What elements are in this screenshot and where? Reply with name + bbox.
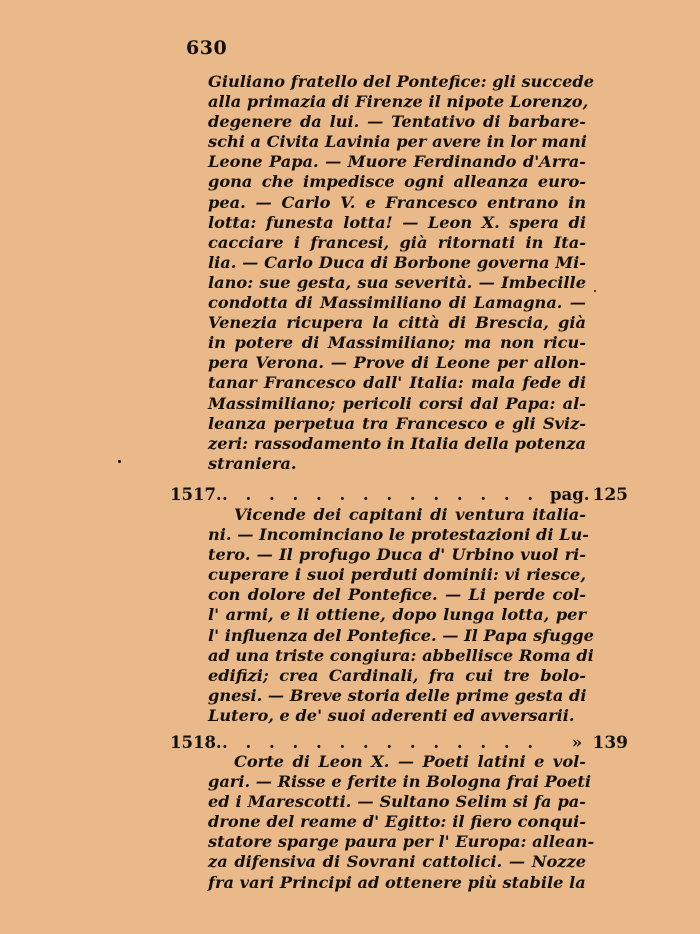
text-line: cuperare i suoi perduti dominii: vi riesce, — [208, 565, 586, 585]
text-line: l' influenza del Pontefice. — Il Papa sfugge — [208, 625, 594, 645]
text-line: lano: sue gesta, sua severità. — Imbecille — [208, 272, 586, 292]
text-line: Giuliano fratello del Pontefice: gli succede — [208, 72, 595, 91]
text-line: ni. — Incominciano le protestazioni di Lu- — [208, 525, 589, 545]
text-line: condotta di Massimiliano di Lamagna. — — [208, 293, 586, 313]
text-line: schi a Civita Lavinia per avere in lor mani — [208, 132, 587, 152]
text-line: fra vari Principi ad ottenere più stabile la — [208, 872, 586, 892]
entry-heading-1517 — [170, 484, 628, 506]
page-number: 630 — [186, 37, 228, 59]
page-ref-label: pag. — [550, 485, 590, 504]
text-line: lotta: funesta lotta! — Leon X. spera di — [208, 212, 586, 232]
page-ref-label: » — [571, 733, 582, 752]
text-line: cacciare i francesi, già ritornati in Ita- — [208, 232, 586, 252]
text-line: tanar Francesco dall' Italia: mala fede di — [208, 373, 586, 393]
paper-speck — [594, 290, 596, 292]
text-line: pera Verona. — Prove di Leone per allon- — [208, 353, 586, 373]
text-line: alla primazia di Firenze il nipote Lorenzo, — [208, 92, 589, 112]
summary-block-continued — [208, 72, 595, 474]
dot-leader — [222, 732, 538, 754]
entry-page-number: 139 — [592, 733, 628, 753]
text-line: Lutero, e de' suoi aderenti ed avversarii. — [208, 705, 575, 725]
text-line: Leone Papa. — Muore Ferdinando d'Arra- — [208, 152, 586, 172]
text-line: pea. — Carlo V. e Francesco entrano in — [208, 192, 586, 212]
text-line: lia. — Carlo Duca di Borbone governa Mi- — [208, 252, 586, 272]
text-line: gona che impedisce ogni alleanza euro- — [208, 172, 586, 192]
text-line: Corte di Leon X. — Poeti latini e vol- — [234, 752, 586, 771]
text-line: gari. — Risse e ferite in Bologna frai Poeti — [208, 772, 592, 792]
text-line: statore sparge paura per l' Europa: allean- — [208, 832, 595, 852]
text-line: Massimiliano; pericoli corsi dal Papa: al- — [208, 393, 586, 413]
entry-year: 1518. — [170, 733, 222, 752]
text-line: Venezia ricupera la città di Brescia, già — [208, 313, 586, 333]
entry-year: 1517. — [170, 485, 222, 504]
text-line: con dolore del Pontefice. — Li perde col- — [208, 585, 586, 605]
summary-block-1518 — [208, 752, 595, 893]
summary-block-1517 — [208, 505, 594, 726]
text-line: degenere da lui. — Tentativo di barbare- — [208, 112, 586, 132]
text-line: drone del reame d' Egitto: il fiero conqui- — [208, 812, 586, 832]
text-line: zeri: rassodamento in Italia della potenza — [208, 433, 586, 453]
text-line: Vicende dei capitani di ventura italia- — [234, 505, 586, 524]
text-line: in potere di Massimiliano; ma non ricu- — [208, 333, 586, 353]
text-line: gnesi. — Breve storia delle prime gesta di — [208, 685, 587, 705]
text-line: tero. — Il profugo Duca d' Urbino vuol ri- — [208, 545, 586, 565]
paper-speck — [118, 460, 121, 463]
dot-leader — [222, 484, 544, 506]
text-line: za difensiva di Sovrani cattolici. — Nozze — [208, 852, 586, 872]
text-line: ad una triste congiura: abbellisce Roma di — [208, 645, 594, 665]
text-line: leanza perpetua tra Francesco e gli Sviz- — [208, 413, 586, 433]
text-line: l' armi, e li ottiene, dopo lunga lotta, per — [208, 605, 586, 625]
text-line: straniera. — [208, 453, 297, 473]
text-line: ed i Marescotti. — Sultano Selim si fa pa- — [208, 792, 586, 812]
text-line: edifizi; crea Cardinali, fra cui tre bolo- — [208, 665, 586, 685]
entry-page-number: 125 — [592, 485, 628, 505]
entry-heading-1518 — [170, 732, 628, 754]
